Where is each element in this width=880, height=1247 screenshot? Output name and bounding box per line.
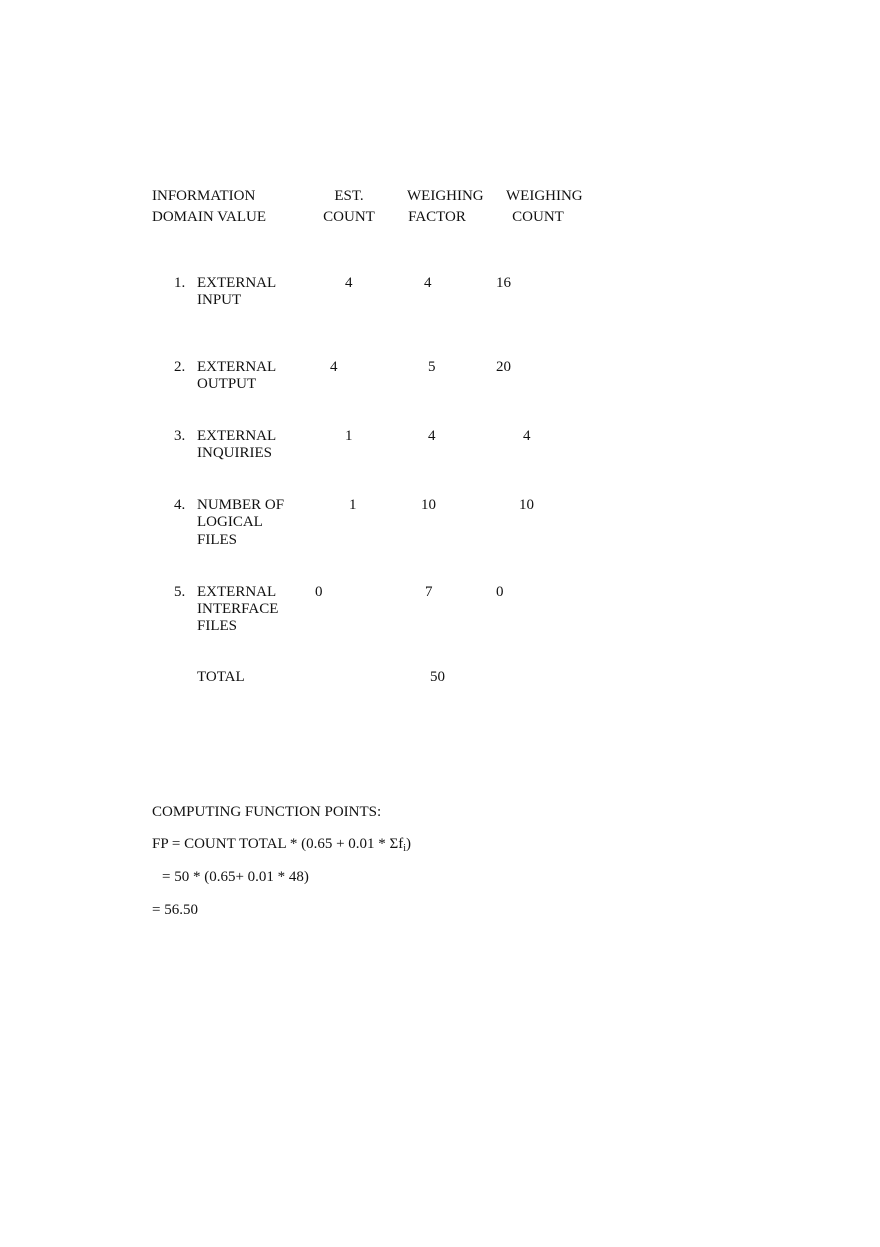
total-label: TOTAL — [197, 669, 245, 685]
row-label-line: NUMBER OF — [197, 497, 285, 513]
computation-heading: COMPUTING FUNCTION POINTS: — [152, 804, 382, 820]
row-label-line: FILES — [197, 618, 238, 634]
est-count: 1 — [345, 428, 353, 444]
row-label-line: EXTERNAL — [197, 359, 277, 375]
est-count: 4 — [330, 359, 338, 375]
total-value: 50 — [430, 669, 445, 685]
formula-end: ) — [406, 836, 412, 852]
weighing-factor: 7 — [425, 584, 433, 600]
fp-formula — [152, 836, 411, 854]
row-label-line: EXTERNAL — [197, 428, 277, 444]
row-label-line: EXTERNAL — [197, 275, 277, 291]
header-line: COUNT — [323, 209, 375, 225]
weighing-count: 4 — [523, 428, 531, 444]
est-count: 1 — [349, 497, 357, 513]
est-count: 4 — [345, 275, 353, 291]
header-line: COUNT — [512, 209, 564, 225]
row-number: 5. — [174, 584, 186, 600]
row-label-line: INTERFACE — [197, 601, 279, 617]
row-label-line: INPUT — [197, 292, 242, 308]
formula-main: FP = COUNT TOTAL * (0.65 + 0.01 * Σf — [152, 836, 404, 852]
header-line: WEIGHING — [407, 188, 484, 204]
row-number: 4. — [174, 497, 186, 513]
row-label-line: FILES — [197, 532, 238, 548]
weighing-count: 10 — [519, 497, 534, 513]
header-line: FACTOR — [408, 209, 466, 225]
fp-step: = 50 * (0.65+ 0.01 * 48) — [162, 869, 309, 885]
header-line: EST. — [334, 188, 364, 204]
est-count: 0 — [315, 584, 323, 600]
weighing-factor: 4 — [428, 428, 436, 444]
row-label-line: INQUIRIES — [197, 445, 272, 461]
header-line: INFORMATION — [152, 188, 256, 204]
header-line: WEIGHING — [506, 188, 583, 204]
weighing-factor: 10 — [421, 497, 436, 513]
row-number: 2. — [174, 359, 186, 375]
row-label-line: OUTPUT — [197, 376, 257, 392]
row-number: 3. — [174, 428, 186, 444]
weighing-count: 20 — [496, 359, 511, 375]
weighing-count: 16 — [496, 275, 511, 291]
header-line: DOMAIN VALUE — [152, 209, 267, 225]
row-label-line: LOGICAL — [197, 514, 263, 530]
row-label-line: EXTERNAL — [197, 584, 277, 600]
fp-result: = 56.50 — [152, 902, 198, 918]
weighing-factor: 4 — [424, 275, 432, 291]
weighing-count: 0 — [496, 584, 504, 600]
weighing-factor: 5 — [428, 359, 436, 375]
row-number: 1. — [174, 275, 186, 291]
formula-subscript: i — [403, 843, 407, 854]
